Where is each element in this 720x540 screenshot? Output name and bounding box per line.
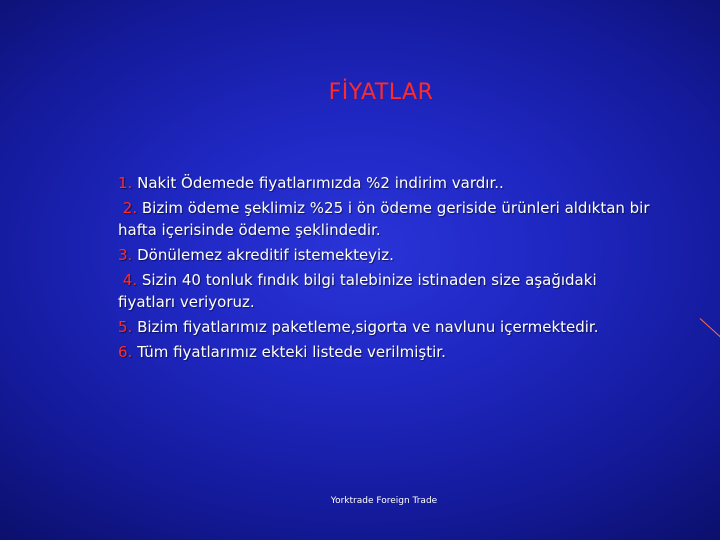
item-text: Nakit Ödemede fiyatlarımızda %2 indirim vardır.. — [137, 174, 504, 192]
decorative-line — [700, 318, 720, 339]
item-number: 3. — [118, 246, 133, 264]
item-number: 2. — [122, 199, 138, 217]
item-text: Sizin 40 tonluk fındık bilgi talebinize istinaden size aşağıdaki fiyatları veriyoruz. — [118, 271, 597, 311]
item-number: 6. — [118, 343, 133, 361]
item-text: Bizim ödeme şeklimiz %25 i ön ödeme geriside ürünleri aldıktan bir hafta içerisinde ödeme şeklindedir. — [118, 199, 650, 239]
list-item — [118, 316, 658, 338]
list-item — [118, 244, 658, 266]
item-number: 5. — [118, 318, 133, 336]
slide-title: FİYATLAR — [328, 80, 434, 105]
list-item — [118, 197, 658, 241]
item-number: 1. — [118, 174, 133, 192]
item-text: Bizim fiyatlarımız paketleme,sigorta ve navlunu içermektedir. — [137, 318, 599, 336]
slide-footer: Yorktrade Foreign Trade — [330, 496, 438, 506]
list-item — [118, 341, 658, 363]
item-text: Tüm fiyatlarımız ekteki listede verilmiştir. — [137, 343, 446, 361]
list-item — [118, 269, 658, 313]
item-text: Dönülemez akreditif istemekteyiz. — [137, 246, 394, 264]
list-item — [118, 172, 658, 194]
item-number: 4. — [122, 271, 138, 289]
price-terms-list — [118, 172, 658, 366]
